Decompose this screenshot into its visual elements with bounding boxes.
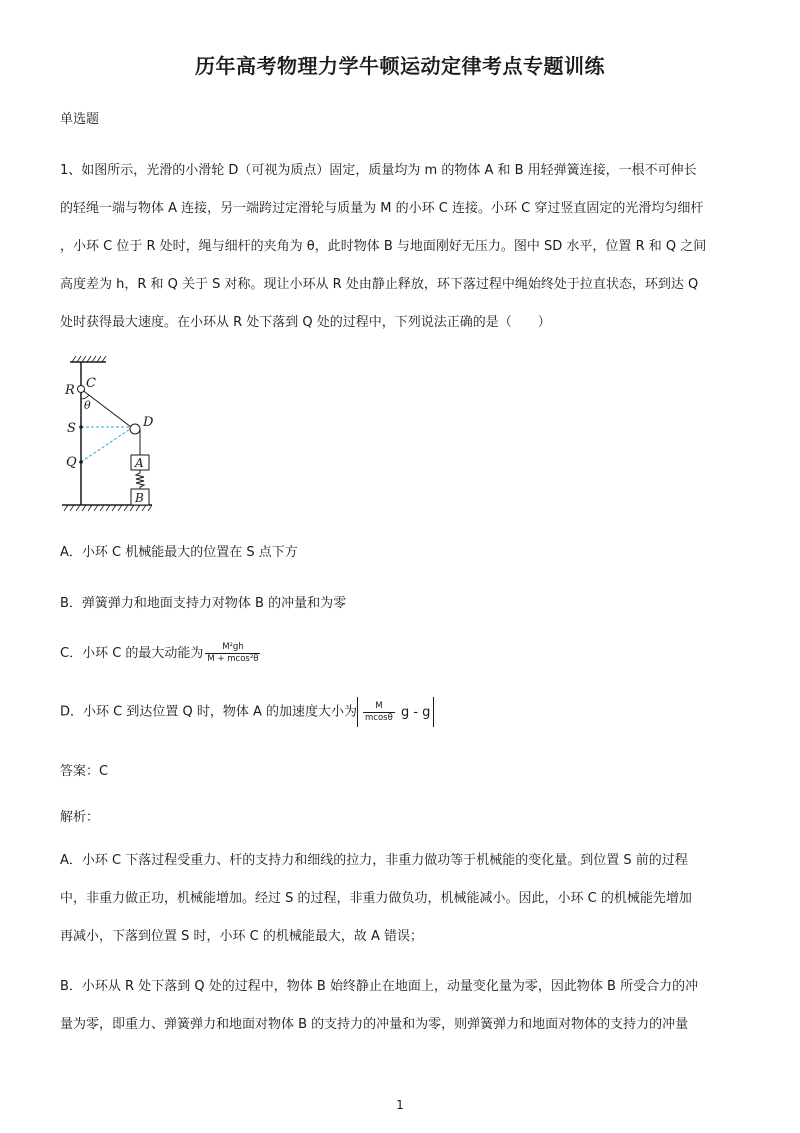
point-s	[79, 425, 83, 429]
point-q	[79, 460, 83, 464]
page-title: 历年高考物理力学牛顿运动定律考点专题训练	[195, 54, 605, 78]
analysis-label: 解析：	[60, 810, 100, 825]
label-r: R	[65, 383, 75, 398]
option-d-text: D．小环 C 到达位置 Q 时，物体 A 的加速度大小为	[60, 704, 358, 720]
option-d-fraction	[363, 701, 395, 724]
analysis-line: 量为零，即重力、弹簧弹力和地面对物体 B 的支持力的冲量和为零，则弹簧弹力和地面对物体的支持力的冲量	[60, 1017, 689, 1032]
option-d-suffix: g - g	[400, 704, 431, 720]
question-line: 的轻绳一端与物体 A 连接，另一端跨过定滑轮与质量为 M 的小环 C 连接。小环 C 穿过竖直固定的光滑均匀细杆	[60, 201, 704, 216]
option-b: B．弹簧弹力和地面支持力对物体 B 的冲量和为零	[60, 596, 347, 611]
option-a: A．小环 C 机械能最大的位置在 S 点下方	[60, 545, 298, 560]
label-s: S	[67, 421, 76, 436]
analysis-line: A．小环 C 下落过程受重力、杆的支持力和细线的拉力，非重力做功等于机械能的变化量。到位置 S 前的过程	[60, 853, 688, 868]
analysis-line: 中，非重力做正功，机械能增加。经过 S 的过程，非重力做负功，机械能减小。因此，小环 C 的机械能先增加	[60, 891, 692, 906]
question-line: ，小环 C 位于 R 处时，绳与细杆的夹角为 θ，此时物体 B 与地面刚好无压力。图中 SD 水平，位置 R 和 Q 之间	[60, 239, 707, 254]
dashed-line-qd	[81, 429, 130, 462]
label-q: Q	[66, 455, 77, 470]
label-d: D	[143, 415, 154, 430]
fraction-numerator: M²gh	[205, 642, 260, 654]
analysis-paragraph-b	[60, 968, 750, 1044]
label-theta: θ	[84, 399, 91, 412]
label-c: C	[86, 376, 96, 391]
option-c-text: C．小环 C 的最大动能为	[60, 646, 204, 661]
answer: 答案：C	[60, 764, 109, 779]
analysis-paragraph-a	[60, 842, 750, 956]
section-label: 单选题	[60, 112, 100, 127]
page-number: 1	[396, 1098, 404, 1112]
fraction-denominator: M + mcos²θ	[207, 654, 259, 664]
option-d	[60, 697, 434, 727]
question-line: 1、如图所示，光滑的小滑轮 D（可视为质点）固定，质量均为 m 的物体 A 和 B 用轻弹簧连接，一根不可伸长	[60, 163, 697, 178]
option-c-fraction	[205, 642, 260, 665]
ring-c	[78, 386, 85, 393]
option-c	[60, 642, 262, 665]
analysis-line: 再减小，下落到位置 S 时，小环 C 的机械能最大，故 A 错误；	[60, 929, 424, 944]
pulley-d	[130, 424, 140, 434]
physics-diagram	[56, 352, 156, 516]
label-b: B	[135, 491, 144, 505]
spring	[136, 470, 144, 489]
analysis-line: B．小环从 R 处下落到 Q 处的过程中，物体 B 始终静止在地面上，动量变化量为零，因此物体 B 所受合力的冲	[60, 979, 699, 994]
question-text	[60, 152, 750, 342]
fraction-numerator: M	[363, 701, 395, 713]
absolute-value	[357, 697, 434, 727]
question-line: 高度差为 h，R 和 Q 关于 S 对称。现让小环从 R 处由静止释放，环下落过程中绳始终处于拉直状态，环到达 Q	[60, 277, 699, 292]
question-line: 处时获得最大速度。在小环从 R 处下落到 Q 处的过程中，下列说法正确的是（ ）	[60, 315, 551, 330]
label-a: A	[135, 456, 144, 470]
fraction-denominator: mcosθ	[365, 712, 393, 723]
